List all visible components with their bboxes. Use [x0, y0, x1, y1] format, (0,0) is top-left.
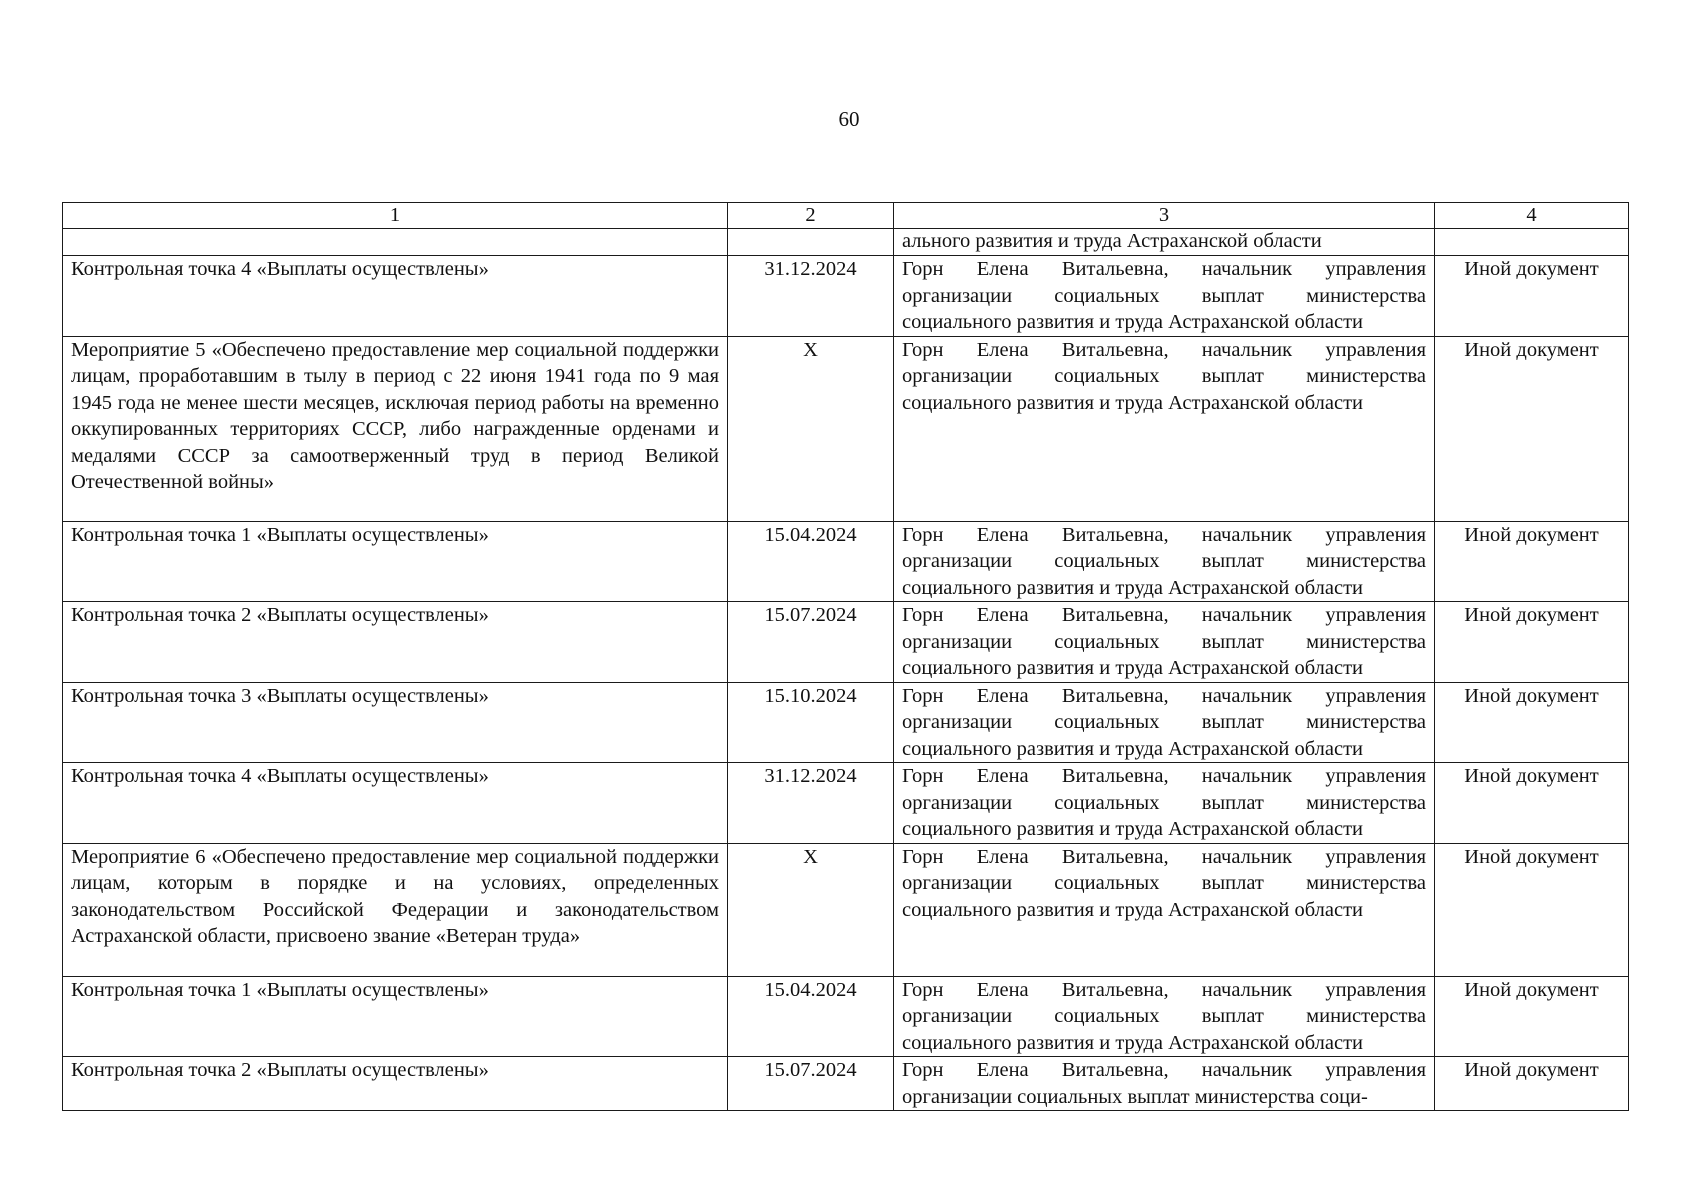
page-number: 60 [838, 107, 860, 131]
cell-responsible-continuation: ального развития и труда Астраханской области [894, 229, 1435, 256]
cell-date: 15.07.2024 [728, 1057, 894, 1111]
cell-event-name: Мероприятие 5 «Обеспечено предоставление мер социальной поддержки лицам, проработавшим в тылу в период с 22 июня 1941 года по 9 мая 1945 года не менее шести месяцев, исключая период работы на временно оккупированных территориях СССР, либо награжденные орденами и медалями СССР за самоотверженный труд в период Великой Отечественной войны» [63, 336, 728, 521]
cell-name-empty [63, 229, 728, 256]
cell-event-name: Контрольная точка 2 «Выплаты осуществлены» [63, 602, 728, 683]
cell-document-empty [1435, 229, 1629, 256]
cell-responsible: Горн Елена Витальевна, начальник управления организации социальных выплат министерства социального развития и труда Астраханской области [894, 763, 1435, 844]
cell-event-name: Контрольная точка 1 «Выплаты осуществлены» [63, 521, 728, 602]
cell-document-type: Иной документ [1435, 976, 1629, 1057]
cell-date: 15.04.2024 [728, 976, 894, 1057]
cell-responsible: Горн Елена Витальевна, начальник управления организации социальных выплат министерства социального развития и труда Астраханской области [894, 336, 1435, 521]
cell-date: 31.12.2024 [728, 256, 894, 337]
cell-event-name: Контрольная точка 2 «Выплаты осуществлены» [63, 1057, 728, 1111]
cell-date: 31.12.2024 [728, 763, 894, 844]
cell-responsible: Горн Елена Витальевна, начальник управления организации социальных выплат министерства социального развития и труда Астраханской области [894, 602, 1435, 683]
cell-date-empty [728, 229, 894, 256]
cell-document-type: Иной документ [1435, 1057, 1629, 1111]
cell-event-name: Контрольная точка 3 «Выплаты осуществлены» [63, 682, 728, 763]
table-row-continuation [63, 229, 1629, 256]
table-row [63, 602, 1629, 683]
cell-responsible: Горн Елена Витальевна, начальник управления организации социальных выплат министерства соци- [894, 1057, 1435, 1111]
cell-date: X [728, 336, 894, 521]
cell-date: 15.07.2024 [728, 602, 894, 683]
column-header-3: 3 [894, 203, 1435, 229]
column-header-2: 2 [728, 203, 894, 229]
cell-responsible: Горн Елена Витальевна, начальник управления организации социальных выплат министерства социального развития и труда Астраханской области [894, 521, 1435, 602]
table-header-row [63, 203, 1629, 229]
cell-responsible: Горн Елена Витальевна, начальник управления организации социальных выплат министерства социального развития и труда Астраханской области [894, 256, 1435, 337]
cell-document-type: Иной документ [1435, 682, 1629, 763]
table-row [63, 976, 1629, 1057]
cell-document-type: Иной документ [1435, 843, 1629, 976]
cell-event-name: Мероприятие 6 «Обеспечено предоставление мер социальной поддержки лицам, которым в порядке и на условиях, определенных законодательством Российской Федерации и законодательством Астраханской области, присвоено звание «Ветеран труда» [63, 843, 728, 976]
table-row [63, 843, 1629, 976]
table-row [63, 763, 1629, 844]
cell-event-name: Контрольная точка 4 «Выплаты осуществлены» [63, 256, 728, 337]
cell-date: X [728, 843, 894, 976]
cell-responsible: Горн Елена Витальевна, начальник управления организации социальных выплат министерства социального развития и труда Астраханской области [894, 682, 1435, 763]
cell-responsible: Горн Елена Витальевна, начальник управления организации социальных выплат министерства социального развития и труда Астраханской области [894, 843, 1435, 976]
cell-event-name: Контрольная точка 1 «Выплаты осуществлены» [63, 976, 728, 1057]
events-table [62, 202, 1629, 1111]
table-row [63, 682, 1629, 763]
column-header-1: 1 [63, 203, 728, 229]
cell-document-type: Иной документ [1435, 256, 1629, 337]
cell-date: 15.10.2024 [728, 682, 894, 763]
table-row [63, 521, 1629, 602]
cell-document-type: Иной документ [1435, 521, 1629, 602]
cell-event-name: Контрольная точка 4 «Выплаты осуществлены» [63, 763, 728, 844]
cell-document-type: Иной документ [1435, 602, 1629, 683]
cell-date: 15.04.2024 [728, 521, 894, 602]
table-row [63, 336, 1629, 521]
cell-responsible: Горн Елена Витальевна, начальник управления организации социальных выплат министерства социального развития и труда Астраханской области [894, 976, 1435, 1057]
table-row [63, 256, 1629, 337]
table-row [63, 1057, 1629, 1111]
cell-document-type: Иной документ [1435, 336, 1629, 521]
cell-document-type: Иной документ [1435, 763, 1629, 844]
column-header-4: 4 [1435, 203, 1629, 229]
